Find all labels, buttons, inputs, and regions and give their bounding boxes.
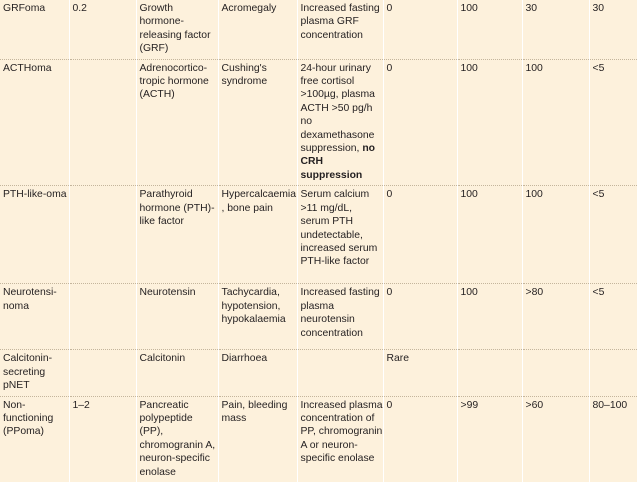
- diagnosis-cell: [297, 350, 383, 396]
- value-cell: 100: [457, 59, 522, 186]
- tumor-cell: PTH-like-oma: [0, 186, 69, 284]
- diagnosis-cell: Serum calcium >11 mg/dL, serum PTH undetectable, increased serum PTH-like factor: [297, 186, 383, 284]
- tumor-cell: Neurotensi-noma: [0, 284, 69, 350]
- value-cell: 100: [457, 186, 522, 284]
- incidence-cell: 0.2: [69, 0, 136, 59]
- value-cell: 100: [457, 284, 522, 350]
- value-cell: <5: [589, 284, 637, 350]
- value-cell: 100: [522, 59, 589, 186]
- diagnosis-cell: [297, 59, 383, 186]
- table-row: [0, 284, 637, 350]
- hormone-cell: Calcitonin: [136, 350, 218, 396]
- hormone-cell: Neurotensin: [136, 284, 218, 350]
- syndrome-cell: Pain, bleeding mass: [218, 396, 297, 482]
- diagnosis-cell: Increased fasting plasma neurotensin concentration: [297, 284, 383, 350]
- value-cell: [457, 350, 522, 396]
- syndrome-cell: Cushing's syndrome: [218, 59, 297, 186]
- diagnosis-text: 24-hour urinary free cortisol >100µg, plasma ACTH >50 pg/h no dexamethasone suppression,: [300, 62, 375, 155]
- diagnosis-cell: Increased plasma concentration of PP, chromogranin A or neuron-specific enolase: [297, 396, 383, 482]
- value-cell: 30: [522, 0, 589, 59]
- syndrome-cell: Diarrhoea: [218, 350, 297, 396]
- incidence-cell: [69, 186, 136, 284]
- incidence-cell: [69, 59, 136, 186]
- value-cell: >60: [522, 396, 589, 482]
- value-cell: 0: [383, 186, 457, 284]
- table-row: [0, 350, 637, 396]
- value-cell: <5: [589, 186, 637, 284]
- table-row: [0, 59, 637, 186]
- value-cell: 0: [383, 0, 457, 59]
- hormone-cell: Growth hormone-releasing factor (GRF): [136, 0, 218, 59]
- tumor-cell: Non-functioning (PPoma): [0, 396, 69, 482]
- tumor-cell: ACTHoma: [0, 59, 69, 186]
- value-cell: 100: [522, 186, 589, 284]
- incidence-cell: [69, 284, 136, 350]
- diagnosis-emphasis: no CRH suppression: [300, 143, 376, 181]
- tumor-cell: Calcitonin-secreting pNET: [0, 350, 69, 396]
- hormone-cell: Parathyroid hormone (PTH)-like factor: [136, 186, 218, 284]
- hormone-cell: Pancreatic polypeptide (PP), chromogranin A, neuron-specific enolase: [136, 396, 218, 482]
- syndrome-cell: Hypercalcaemia, bone pain: [218, 186, 297, 284]
- tumor-cell: GRFoma: [0, 0, 69, 59]
- table-row: [0, 186, 637, 284]
- value-cell: [522, 350, 589, 396]
- incidence-cell: 1–2: [69, 396, 136, 482]
- value-cell: Rare: [383, 350, 457, 396]
- table-row: [0, 0, 637, 59]
- value-cell: >80: [522, 284, 589, 350]
- value-cell: >99: [457, 396, 522, 482]
- value-cell: 30: [589, 0, 637, 59]
- value-cell: 0: [383, 396, 457, 482]
- diagnosis-cell: Increased fasting plasma GRF concentration: [297, 0, 383, 59]
- value-cell: <5: [589, 59, 637, 186]
- syndrome-cell: Tachycardia, hypotension, hypokalaemia: [218, 284, 297, 350]
- incidence-cell: [69, 350, 136, 396]
- hormone-cell: Adrenocortico-tropic hormone (ACTH): [136, 59, 218, 186]
- syndrome-cell: Acromegaly: [218, 0, 297, 59]
- table-row: [0, 396, 637, 482]
- value-cell: 100: [457, 0, 522, 59]
- value-cell: 0: [383, 59, 457, 186]
- value-cell: 0: [383, 284, 457, 350]
- value-cell: [589, 350, 637, 396]
- value-cell: 80–100: [592, 399, 628, 411]
